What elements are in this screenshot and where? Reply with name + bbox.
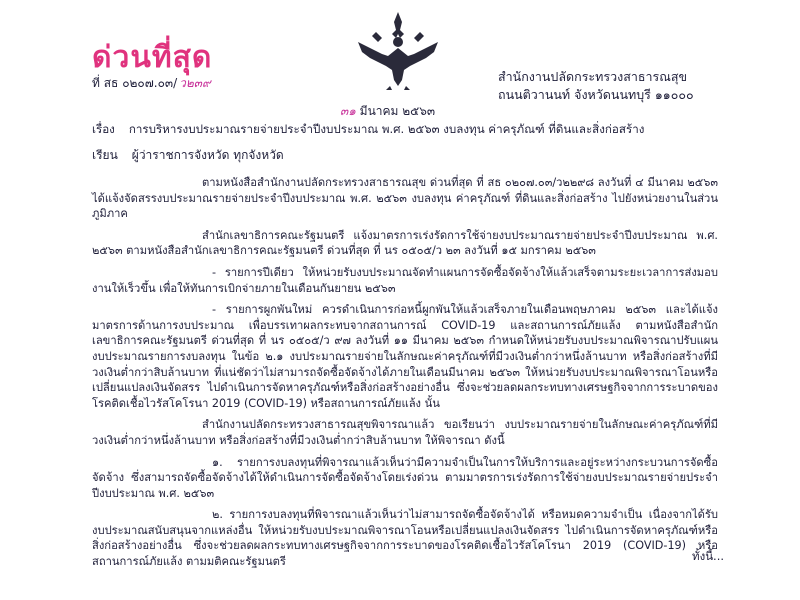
urgent-label: ด่วนที่สุด — [92, 40, 213, 75]
paragraph: - รายการปีเดียว ให้หน่วยรับงบประมาณจัดทำแผนการจัดซื้อจัดจ้างให้แล้วเสร็จตามระยะเวลาการส่งมอบงานให้เร็วขึ้น เพื่อให้ทันการเบิกจ่ายภายในเดือนกันยายน ๒๕๖๓ — [92, 265, 718, 295]
reference-prefix: ที่ สธ ๐๒๐๗.๐๓/ — [92, 76, 178, 90]
sender-line-2: ถนนติวานนท์ จังหวัดนนทบุรี ๑๑๐๐๐ — [498, 87, 694, 102]
paragraph: ตามหนังสือสำนักงานปลัดกระทรวงสาธารณสุข ด่วนที่สุด ที่ สธ ๐๒๐๗.๐๓/ว๒๒๙๘ ลงวันที่ ๔ มีนาคม ๒๕๖๓ ได้แจ้งจัดสรรงบประมาณรายจ่ายประจำปีงบประมาณ พ.ศ. ๒๕๖๓ งบลงทุน ค่าครุภัณฑ์ ที่ดินและสิ่งก่อสร้าง ไปยังหน่วยงานในส่วนภูมิภาค — [92, 176, 718, 221]
date-day: ๓๑ — [340, 104, 356, 118]
paragraph: ๑. รายการงบลงทุนที่พิจารณาแล้วเห็นว่ามีความจำเป็นในการให้บริการและอยู่ระหว่างกระบวนการจัดซื้อจัดจ้าง ซึ่งสามารถจัดซื้อจัดจ้างได้ให้ดำเนินการจัดซื้อจัดจ้างโดยเร่งด่วน ตามมาตรการเร่งรัดการใช้จ่ายงบประมาณรายจ่ายประจำปีงบประมาณ พ.ศ. ๒๕๖๓ — [92, 455, 718, 500]
date-month-year: มีนาคม ๒๕๖๓ — [359, 104, 436, 118]
document-date — [340, 102, 435, 121]
recipient-label: เรียน — [92, 148, 118, 162]
recipient-line — [92, 146, 284, 165]
continuation-marker: ทั้งนี้... — [692, 549, 725, 563]
paragraph: สำนักงานปลัดกระทรวงสาธารณสุขพิจารณาแล้ว ขอเรียนว่า งบประมาณรายจ่ายในลักษณะค่าครุภัณฑ์ที่มีวงเงินต่ำกว่าหนึ่งล้านบาท หรือสิ่งก่อสร้างที่มีวงเงินต่ำกว่าสิบล้านบาท ให้พิจารณา ดังนี้ — [92, 418, 718, 447]
paragraph: - รายการผูกพันใหม่ ควรดำเนินการก่อหนี้ผูกพันให้แล้วเสร็จภายในเดือนพฤษภาคม ๒๕๖๓ และได้แจ้งมาตรการด้านการงบประมาณ เพื่อบรรเทาผลกระทบจากสถานการณ์ COVID-19 และสถานการณ์ภัยแล้ง ตามหนังสือสำนักเลขาธิการคณะรัฐมนตรี ด่วนที่สุด ที่ นร ๐๕๐๕/ว ๙๗ ลงวันที่ ๑๑ มีนาคม ๒๕๖๓ กำหนดให้หน่วยรับงบประมาณพิจารณาปรับแผนงบประมาณรายการงบลงทุน ในข้อ ๒.๑ งบประมาณรายจ่ายในลักษณะค่าครุภัณฑ์ที่มีวงเงินต่ำกว่าหนึ่งล้านบาท หรือสิ่งก่อสร้างที่มีวงเงินต่ำกว่าสิบล้านบาท ที่แน่ชัดว่าไม่สามารถจัดซื้อจัดจ้างได้ภายในเดือนมีนาคม ๒๕๖๓ ให้หน่วยรับงบประมาณพิจารณาโอนหรือเปลี่ยนแปลงเงินจัดสรร ไปดำเนินการจัดหาครุภัณฑ์หรือสิ่งก่อสร้างอย่างอื่น ซึ่งจะช่วยลดผลกระทบทางเศรษฐกิจจากการระบาดของโรคติดเชื้อไวรัสโคโรนา 2019 (COVID-19) หรือสถานการณ์ภัยแล้ง นั้น — [92, 303, 718, 410]
reference-number — [92, 74, 211, 93]
subject-label: เรื่อง — [92, 122, 115, 136]
recipient-text: ผู้ว่าราชการจังหวัด ทุกจังหวัด — [131, 148, 284, 162]
reference-handwritten: ว๒๓๙ — [179, 76, 211, 90]
letter-body — [92, 175, 718, 576]
sender-line-1: สำนักงานปลัดกระทรวงสาธารณสุข — [498, 69, 687, 84]
garuda-emblem-icon — [352, 8, 444, 92]
subject-text: การบริหารงบประมาณรายจ่ายประจำปีงบประมาณ พ.ศ. ๒๕๖๓ งบลงทุน ค่าครุภัณฑ์ ที่ดินและสิ่งก่อสร้าง — [128, 122, 645, 136]
sender-address — [498, 68, 694, 104]
subject-line — [92, 121, 644, 139]
paragraph: ๒. รายการงบลงทุนที่พิจารณาแล้วเห็นว่าไม่สามารถจัดซื้อจัดจ้างได้ หรือหมดความจำเป็น เนื่องจากได้รับงบประมาณสนับสนุนจากแหล่งอื่น ให้หน่วยรับงบประมาณพิจารณาโอนหรือเปลี่ยนแปลงเงินจัดสรร ไปดำเนินการจัดหาครุภัณฑ์หรือสิ่งก่อสร้างอย่างอื่น ซึ่งจะช่วยลดผลกระทบทางเศรษฐกิจจากการระบาดของโรคติดเชื้อไวรัสโคโรนา 2019 (COVID-19) หรือสถานการณ์ภัยแล้ง ตามมติคณะรัฐมนตรี — [92, 508, 718, 569]
paragraph: สำนักเลขาธิการคณะรัฐมนตรี แจ้งมาตรการเร่งรัดการใช้จ่ายงบประมาณรายจ่ายประจำปีงบประมาณ พ.ศ. ๒๕๖๓ ตามหนังสือสำนักเลขาธิการคณะรัฐมนตรี ด่วนที่สุด ที่ นร ๐๕๐๕/ว ๒๓ ลงวันที่ ๑๕ มกราคม ๒๕๖๓ — [92, 228, 718, 258]
